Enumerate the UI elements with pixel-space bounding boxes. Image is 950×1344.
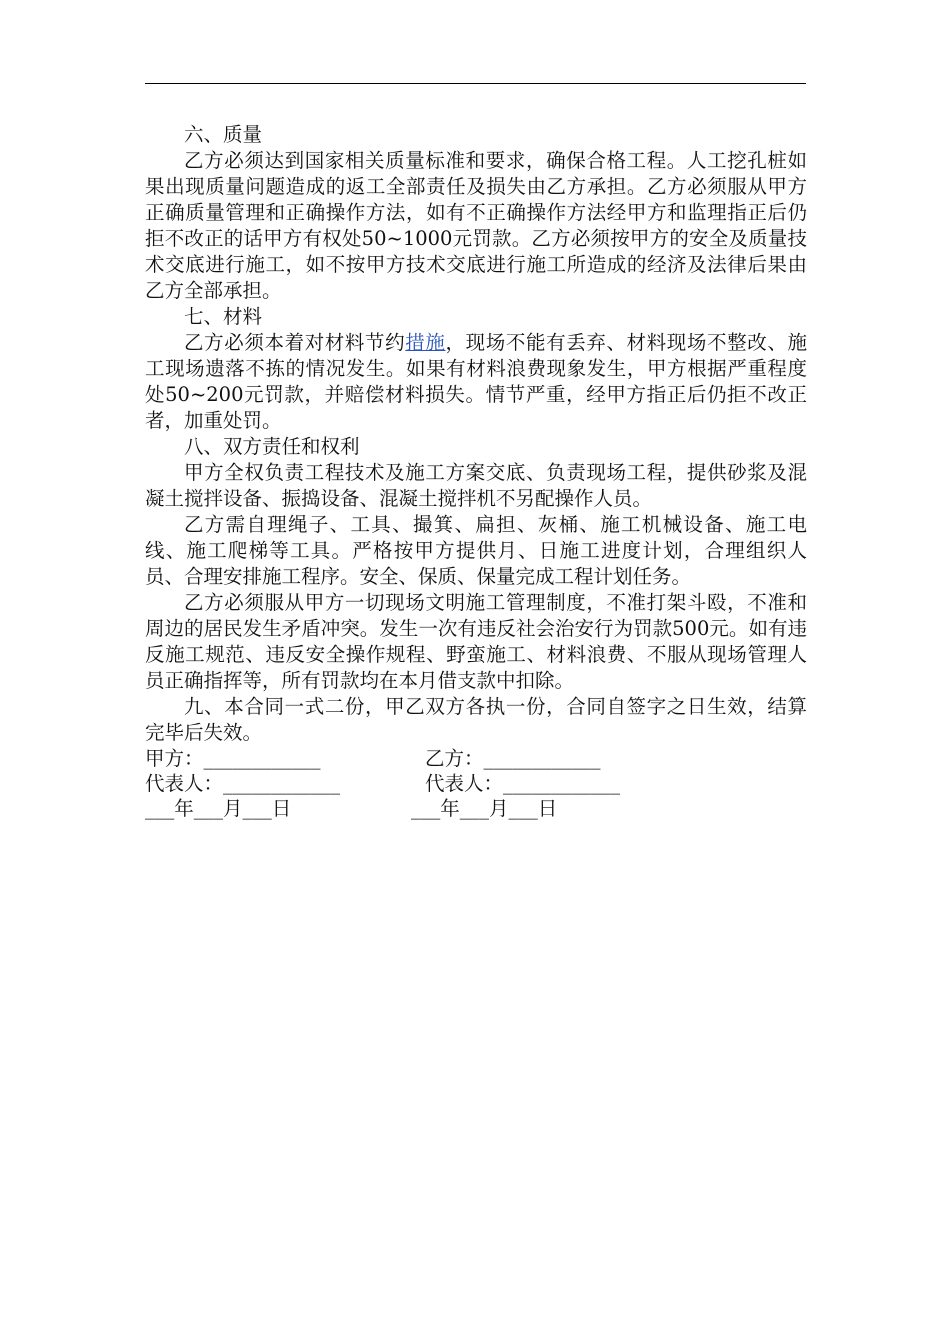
contract-body <box>145 122 807 821</box>
signature-date-row <box>145 796 807 821</box>
section-8-paragraph-2: 乙方需自理绳子、工具、撮箕、扁担、灰桶、施工机械设备、施工电线、施工爬梯等工具。严格按甲方提供月、日施工进度计划，合理组织人员、合理安排施工程序。安全、保质、保量完成工程计划任务。 <box>145 513 807 588</box>
section-6-paragraph: 乙方必须达到国家相关质量标准和要求，确保合格工程。人工挖孔桩如果出现质量问题造成的返工全部责任及损失由乙方承担。乙方必须服从甲方正确质量管理和正确操作方法，如有不正确操作方法经甲方和监理指正后仍拒不改正的话甲方有权处50~1000元罚款。乙方必须按甲方的安全及质量技术交底进行施工，如不按甲方技术交底进行施工所造成的经济及法律后果由乙方全部承担。 <box>145 149 807 302</box>
section-7-paragraph <box>145 330 807 434</box>
section-8-paragraph-3: 乙方必须服从甲方一切现场文明施工管理制度，不准打架斗殴，不准和周边的居民发生矛盾冲突。发生一次有违反社会治安行为罚款500元。如有违反施工规范、违反安全操作规程、野蛮施工、材料浪费、不服从现场管理人员正确指挥等，所有罚款均在本月借支款中扣除。 <box>145 591 807 692</box>
party-b-field: 乙方：____________ <box>425 747 601 770</box>
date-b-field: ___年___月___日 <box>411 797 558 820</box>
measures-link[interactable]: 措施 <box>405 331 446 354</box>
section-9-paragraph: 九、本合同一式二份，甲乙双方各执一份，合同自签字之日生效，结算完毕后失效。 <box>145 695 807 744</box>
signature-party-row <box>145 746 807 771</box>
rep-b-field: 代表人：____________ <box>425 772 621 795</box>
section-7-text-after: ，现场不能有丢弃、材料现场不整改、施工现场遗落不拣的情况发生。如果有材料浪费现象发生，甲方根据严重程度处50~200元罚款，并赔偿材料损失。情节严重，经甲方指正后仍拒不改正者，加重处罚。 <box>145 331 807 432</box>
section-8-heading: 八、双方责任和权利 <box>184 435 360 458</box>
section-7-text-before: 乙方必须本着对材料节约 <box>184 331 406 354</box>
date-a-field: ___年___月___日 <box>145 797 292 820</box>
header-rule <box>145 83 806 84</box>
section-8-paragraph-1: 甲方全权负责工程技术及施工方案交底、负责现场工程，提供砂浆及混凝土搅拌设备、振捣设备、混凝土搅拌机不另配操作人员。 <box>145 461 807 510</box>
signature-rep-row <box>145 771 807 796</box>
section-6-heading: 六、质量 <box>184 123 263 146</box>
party-a-field: 甲方：____________ <box>145 747 321 770</box>
rep-a-field: 代表人：____________ <box>145 772 341 795</box>
section-7-heading: 七、材料 <box>184 305 263 328</box>
